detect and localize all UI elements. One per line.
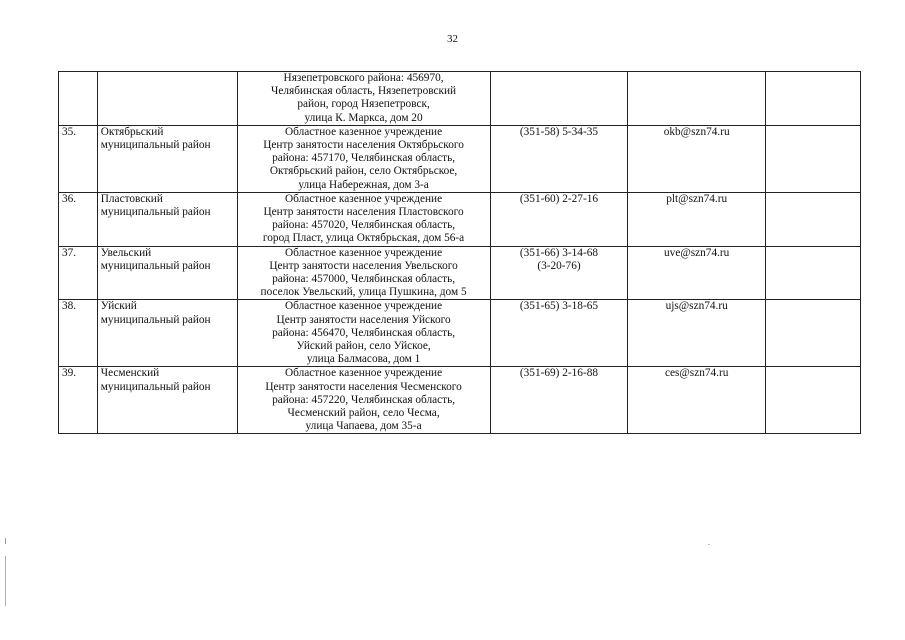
email-cell xyxy=(628,72,766,126)
phone-line: (351-66) 3-14-68 xyxy=(519,246,599,259)
email-address: uve@szn74.ru xyxy=(664,246,730,259)
row-number-cell xyxy=(59,125,98,192)
address-cell xyxy=(237,246,490,300)
address-line: город Пласт, улица Октябрьская, дом 56-а xyxy=(262,232,465,245)
address-cell xyxy=(237,192,490,246)
phone-line: (3-20-76) xyxy=(537,259,581,272)
email-cell xyxy=(628,192,766,246)
address-line: улица Балмасова, дом 1 xyxy=(306,353,421,366)
address-line: Центр занятости населения Увельского xyxy=(269,259,458,272)
address-line: Областное казенное учреждение xyxy=(285,246,443,259)
table-body xyxy=(59,72,861,434)
employment-centers-table xyxy=(58,71,861,434)
address-line: района: 457170, Челябинская область, xyxy=(272,152,456,165)
address-line: Областное казенное учреждение xyxy=(285,300,443,313)
phone-line: (351-58) 5-34-35 xyxy=(519,125,599,138)
phone-line: (351-69) 2-16-88 xyxy=(519,367,599,380)
address-line: Областное казенное учреждение xyxy=(285,367,443,380)
district-line: Чесменский xyxy=(100,367,160,380)
address-line: Центр занятости населения Уйского xyxy=(276,313,451,326)
district-line: Увельский xyxy=(100,246,152,259)
address-line: Центр занятости населения Пластовского xyxy=(263,206,464,219)
row-number-cell xyxy=(59,192,98,246)
table-row xyxy=(59,246,861,300)
address-cell xyxy=(237,72,490,126)
notes-cell xyxy=(766,125,861,192)
phone-cell xyxy=(490,367,628,434)
scan-margin-mark xyxy=(5,538,6,544)
address-line: района: 457000, Челябинская область, xyxy=(272,273,456,286)
district-line: муниципальный район xyxy=(100,139,211,152)
table-row xyxy=(59,72,861,126)
address-line: Октябрьский район, село Октябрьское, xyxy=(269,165,458,178)
address-line: поселок Увельский, улица Пушкина, дом 5 xyxy=(260,286,467,299)
district-cell xyxy=(97,367,237,434)
district-line: Пластовский xyxy=(100,192,163,205)
district-line: муниципальный район xyxy=(100,206,211,219)
address-cell xyxy=(237,125,490,192)
phone-cell xyxy=(490,72,628,126)
district-line: муниципальный район xyxy=(100,380,211,393)
scan-margin-mark xyxy=(5,556,6,606)
row-number-cell xyxy=(59,367,98,434)
phone-line: (351-65) 3-18-65 xyxy=(519,300,599,313)
district-cell xyxy=(97,300,237,367)
address-cell xyxy=(237,367,490,434)
email-address: ces@szn74.ru xyxy=(664,367,729,380)
row-number: 38. xyxy=(62,300,77,313)
row-number-cell xyxy=(59,300,98,367)
address-line: улица Чапаева, дом 35-а xyxy=(305,420,422,433)
address-line: улица Набережная, дом 3-а xyxy=(298,178,429,191)
table-row xyxy=(59,300,861,367)
address-line: района: 457020, Челябинская область, xyxy=(272,219,456,232)
table-row xyxy=(59,367,861,434)
address-line: Областное казенное учреждение xyxy=(285,125,443,138)
address-line: Нязепетровского района: 456970, xyxy=(283,72,444,84)
district-line: муниципальный район xyxy=(100,313,211,326)
row-number: 37. xyxy=(62,246,77,259)
district-cell xyxy=(97,192,237,246)
phone-cell xyxy=(490,246,628,300)
district-line: Уйский xyxy=(100,300,137,313)
scan-speck xyxy=(708,544,710,545)
phone-cell xyxy=(490,125,628,192)
address-line: района: 456470, Челябинская область, xyxy=(272,326,456,339)
phone-cell xyxy=(490,300,628,367)
district-line: Октябрьский xyxy=(100,125,164,138)
table-row xyxy=(59,192,861,246)
phone-cell xyxy=(490,192,628,246)
address-line: Центр занятости населения Чесменского xyxy=(265,380,462,393)
row-number: 39. xyxy=(62,367,77,380)
address-line: улица К. Маркса, дом 20 xyxy=(304,111,423,124)
email-address: ujs@szn74.ru xyxy=(665,300,728,313)
page-number: 32 xyxy=(447,33,458,45)
row-number: 35. xyxy=(62,125,77,138)
address-line: Чесменский район, село Чесма, xyxy=(287,407,440,420)
notes-cell xyxy=(766,72,861,126)
notes-cell xyxy=(766,246,861,300)
table-row xyxy=(59,125,861,192)
notes-cell xyxy=(766,300,861,367)
address-line: Уйский район, село Уйское, xyxy=(296,340,431,353)
email-cell xyxy=(628,367,766,434)
email-cell xyxy=(628,300,766,367)
district-cell xyxy=(97,125,237,192)
email-address: plt@szn74.ru xyxy=(666,192,728,205)
district-line: муниципальный район xyxy=(100,259,211,272)
address-line: Челябинская область, Нязепетровский xyxy=(271,85,457,98)
email-cell xyxy=(628,246,766,300)
notes-cell xyxy=(766,367,861,434)
email-cell xyxy=(628,125,766,192)
email-address: okb@szn74.ru xyxy=(663,125,730,138)
phone-line: (351-60) 2-27-16 xyxy=(519,192,599,205)
address-line: район, город Нязепетровск, xyxy=(297,98,430,111)
row-number-cell xyxy=(59,246,98,300)
address-line: Центр занятости населения Октябрьского xyxy=(263,139,464,152)
district-cell xyxy=(97,246,237,300)
row-number-cell xyxy=(59,72,98,126)
district-cell xyxy=(97,72,237,126)
address-line: района: 457220, Челябинская область, xyxy=(272,393,456,406)
address-line: Областное казенное учреждение xyxy=(285,192,443,205)
address-cell xyxy=(237,300,490,367)
row-number: 36. xyxy=(62,192,77,205)
notes-cell xyxy=(766,192,861,246)
